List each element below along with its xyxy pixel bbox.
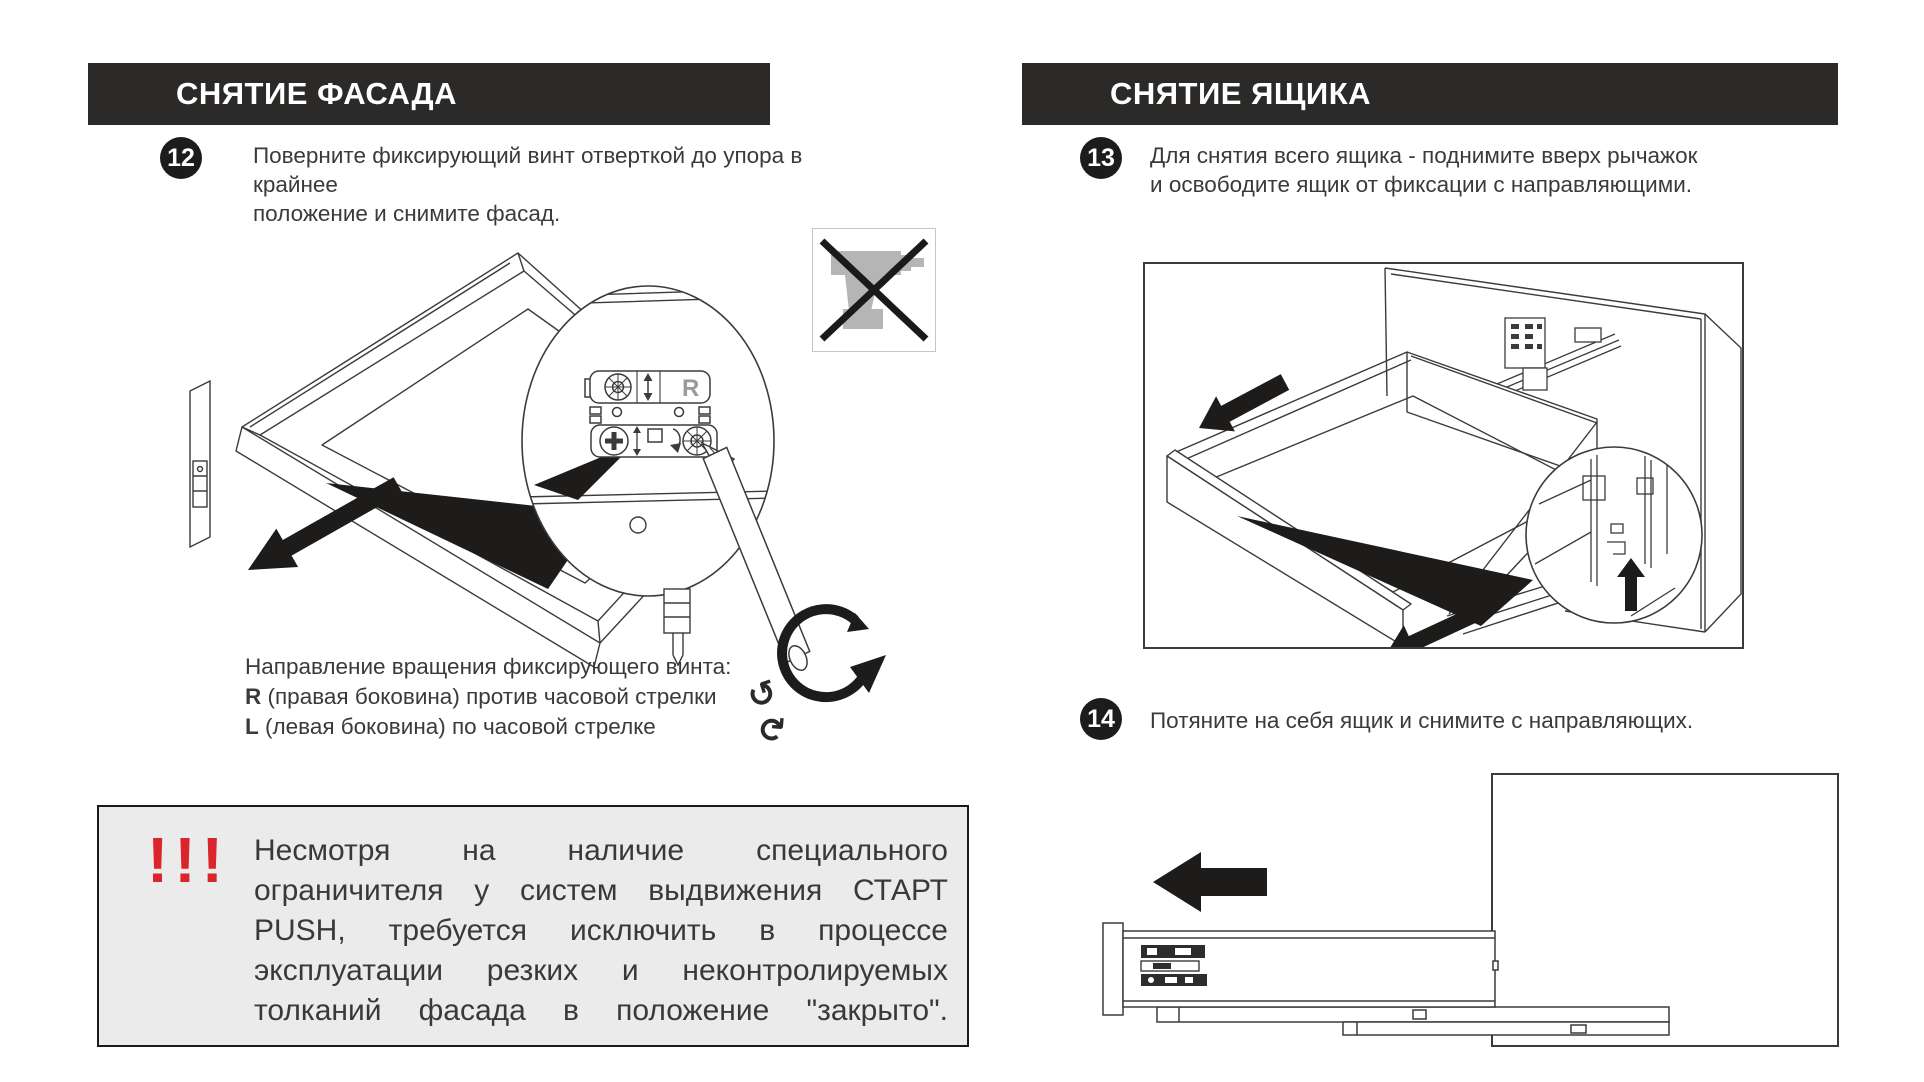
step-12-number: 12 (167, 144, 195, 172)
facade-panel (190, 381, 210, 547)
detail-marking-r: R (682, 375, 700, 402)
warning-marks: !!! (147, 824, 229, 896)
rotate-cw-icon: ↻ (749, 713, 792, 745)
section-header-drawer (1022, 63, 1838, 125)
detail-circle13 (1526, 447, 1702, 623)
rotate-ccw-icon: ↺ (742, 671, 782, 719)
step-12-badge (160, 137, 202, 179)
rotation-note-line1: Направление вращения фиксирующего винта: (245, 654, 732, 679)
step-12-text: Поверните фиксирующий винт отверткой до упора в крайнее положение и снимите фасад. (253, 143, 803, 226)
step-14-badge (1080, 698, 1122, 740)
drawer-removal-illustration (1143, 262, 1744, 649)
warning-text: Несмотря на наличие специального ограничителя у систем выдвижения СТАРТ PUSH, требуется исключить в процессе эксплуатации резких и неконтролируемых толканий фасада в положение "закрыто". (254, 834, 948, 1027)
warning-box (97, 805, 969, 1047)
cabinet-outline (1492, 774, 1838, 1046)
drawer-pullout-illustration (1095, 765, 1843, 1065)
rotation-note-line2: R (правая боковина) против часовой стрелки (245, 684, 717, 709)
rotation-note (245, 652, 731, 742)
step-13-text: Для снятия всего ящика - поднимите вверх рычажок и освободите ящик от фиксации с направляющими. (1150, 143, 1698, 197)
step-14-number: 14 (1087, 705, 1115, 733)
section-header-facade-label: СНЯТИЕ ФАСАДА (176, 76, 457, 111)
step-14-text: Потяните на себя ящик и снимите с направляющих. (1150, 708, 1694, 733)
rotation-note-line3: L (левая боковина) по часовой стрелке (245, 714, 656, 739)
pull-left-arrow (1153, 852, 1267, 912)
drill-icon-graphic (813, 229, 935, 351)
no-drill-icon (812, 228, 936, 352)
step-13-badge (1080, 137, 1122, 179)
section-header-drawer-label: СНЯТИЕ ЯЩИКА (1110, 76, 1372, 111)
label-stickers (1141, 945, 1207, 986)
step-13-number: 13 (1087, 144, 1115, 172)
section-header-facade (88, 63, 770, 125)
